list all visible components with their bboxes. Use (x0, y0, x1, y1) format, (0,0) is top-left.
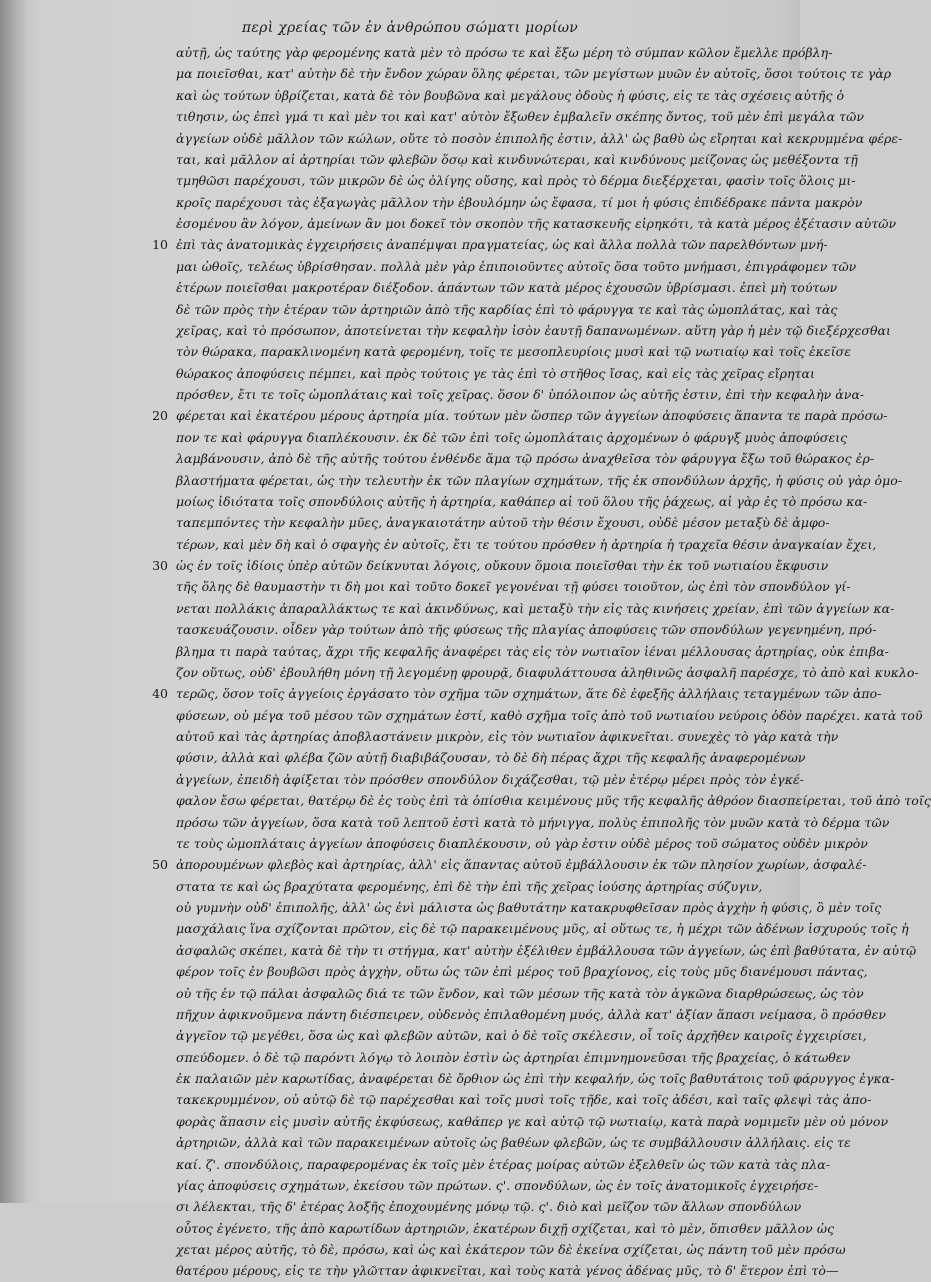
text-line: ἑτέρων ποιεῖσθαι μακροτέραν διέξοδον. ἀπάντων τῶν κατὰ μέρος ἐχουσῶν ὑβρίσμασι. ἐπεὶ μὴ τούτων (176, 280, 838, 296)
binding-gutter-shadow (0, 0, 28, 1203)
text-line: φέρον τοῖς ἐν βουβῶσι πρὸς ἀγχὴν, οὕτω ὡς τῶν ἐπὶ μέρος τοῦ βραχίονος, εἰς τοὺς μῦς διανέμουσι πάντας, (176, 964, 868, 980)
text-line: ἀγγείων οὐδὲ μᾶλλον τῶν κώλων, οὔτε τὸ ποσὸν ἐπιπολῆς ἐστιν, ἀλλ' ὡς βαθὺ ὡς εἴρηται καὶ κεκρυμμένα φέρε- (176, 130, 903, 146)
text-line: τὸν θώρακα, παρακλινομένη κατὰ φερομένη, τοῖς τε μεσοπλευρίοις μυσὶ καὶ τῷ νωτιαίῳ καὶ τοῖς ἐκεῖσε (176, 344, 851, 360)
text-line: δὲ τῶν πρὸς τὴν ἑτέραν τῶν ἀρτηριῶν ἀπὸ τῆς καρδίας ἐπὶ τὸ φάρυγγα τε καὶ τὰς ὠμοπλάτας, καὶ τὰς (176, 301, 838, 317)
text-line: τερῶς, ὅσον τοῖς ἀγγείοις ἐργάσατο τὸν σχῆμα τῶν σχημάτων, ἅτε δὲ ἐφεξῆς ἀλλήλαις τεταγμένων τῶν ἀπο- (176, 686, 882, 702)
text-line: τέρων, καὶ μὲν δὴ καὶ ὁ σφαγὴς ἐν αὐτοῖς, ἔτι τε τούτου πρόσθεν ἡ ἀρτηρία ἡ τραχεῖα θέσιν ἀναγκαίαν ἔχει, (176, 536, 877, 552)
text-line: νεται πολλάκις ἀπαραλλάκτως τε καὶ ἀκινδύνως, καὶ μεταξὺ τὴν εἰς τὰς κινήσεις χρείαν, ἐπὶ τῶν ἀγγείων κα- (176, 600, 895, 616)
text-line: γίας ἀποφύσεις σχημάτων, ἐκείσου τῶν πρώτων. ς'. σπονδύλων, ὡς ἐν τοῖς ἀνατομικοῖς ἐγχειρήσε- (176, 1177, 819, 1193)
text-line: οὐ γυμνὴν οὐδ' ἐπιπολῆς, ἀλλ' ὡς ἐνὶ μάλιστα ὡς βαθυτάτην κατακρυφθεῖσαν πρὸς ἀγχὴν ἡ φύσις, ὃ μὲν τοῖς (176, 900, 882, 915)
text-line: ἀγγείων, ἐπειδὴ ἀφίξεται τὸν πρόσθεν σπονδύλον διχάζεσθαι, τῷ μὲν ἑτέρῳ μέρει πρὸς τὸν ἐγκέ- (176, 771, 804, 787)
text-line: φύσιν, ἀλλὰ καὶ φλέβα ζῶν αὐτῇ διαβιβάζουσαν, τὸ δὲ δὴ πέρας ἄχρι τῆς κεφαλῆς ἀναφερομένων (176, 750, 806, 766)
text-line: πῆχυν ἀφικνοῦμενα πάντη διέσπειρεν, οὐδενὸς ἐπιλαθομένη μυός, ἀλλὰ κατ' ἀξίαν ἅπασι νείμασα, ὃ πρόσθεν (176, 1006, 886, 1022)
text-line: ζον οὕτως, οὐδ' ἐβουλήθη μόνη τῇ λεγομένῃ φρουρᾷ, διαφυλάττουσα ἀληθινῶς ἀσφαλῆ παρέσχε, τὸ ἀπὸ καὶ κυκλο- (176, 664, 919, 680)
line-number: 20 (152, 408, 168, 424)
text-line: ἐπὶ τὰς ἀνατομικὰς ἐγχειρήσεις ἀναπέμψαι πραγματείας, ὡς καὶ ἄλλα πολλὰ τῶν παρελθόντων μνή- (176, 237, 828, 253)
text-line: μαι ὠθοῖς, τελέως ὑβρίσθησαν. πολλὰ μὲν γὰρ ἐπιποιοῦντες αὐτοῖς ὅσα τοῦτο μνήμασι, ἐπιγράφομεν τῶν (176, 258, 857, 274)
line-number: 50 (152, 857, 168, 873)
text-line: στατα τε καὶ ὡς βραχύτατα φερομένης, ἐπὶ δὲ τὴν ἐπὶ τῆς χεῖρας ἰούσης ἀρτηρίας σύζυγιν, (176, 878, 763, 894)
text-line: καὶ ὡς τούτων ὑβρίζεται, κατὰ δὲ τὸν βουβῶνα καὶ μεγάλους ὀδοὺς ἡ φύσις, εἰς τε τὰς σχέσεις αὐτῆς ὁ (176, 87, 845, 103)
text-line: θατέρου μέρους, εἰς τε τὴν γλῶτταν ἀφικνεῖται, καὶ τοὺς κατὰ γένος ἀδένας μῦς, τὸ δ' ἕτερον ἐπὶ τὸ— (176, 1263, 839, 1279)
text-line: οὐ τῆς ἐν τῷ πάλαι ἀσφαλῶς διά τε τῶν ἔνδον, καὶ τῶν μέσων τῆς κατὰ τὸν ἀγκῶνα διαρθρώσεως, ὡς τὸν (176, 985, 864, 1001)
text-line: βλαστήματα φέρεται, ὡς τὴν τελευτὴν ἐκ τῶν πλαγίων σχημάτων, τῆς ἐκ σπονδύλων ἀρχῆς, ἡ φύσις οὐ γὰρ ὁμο- (176, 472, 903, 488)
text-line: χεται μέρος αὐτῆς, τὸ δὲ, πρόσω, καὶ ὡς καὶ ἑκάτερον τῶν δὲ ἑκείνα σχίζεται, ὡς πάντη τοῦ μὲν πρόσω (176, 1242, 846, 1257)
text-line: τιθησιν, ὡς ἐπεὶ γμά τι καὶ μὲν τοι καὶ κατ' αὐτὸν ἔξωθεν ἐμβαλεῖν σκέπης ὄντος, τοῦ μὲν ἐπὶ μεγάλα τῶν (176, 109, 865, 125)
body-text (176, 42, 931, 1282)
text-line: ἀπορουμένων φλεβὸς καὶ ἀρτηρίας, ἀλλ' εἰς ἅπαντας αὐτοῦ ἐμβάλλουσιν ἐκ τῶν πλησίον χωρίων, ἀσφαλέ- (176, 857, 867, 873)
text-line: ται, καὶ μᾶλλον αἱ ἀρτηρίαι τῶν φλεβῶν ὅσῳ καὶ κινδυνώτεραι, καὶ κινδύνους μείζονας ὡς μεθέξοντα τῇ (176, 151, 858, 167)
text-line: τε τοὺς ὠμοπλάταις ἀγγείων ἀποφύσεις διαπλέκουσιν, οὐ γὰρ ἐστιν οὐδὲ μέρος τοῦ σώματος οὐδὲν μικρὸν (176, 835, 868, 851)
text-line: καί. ζ'. σπονδύλοις, παραφερομένας ἐκ τοῖς μὲν ἑτέρας μοίρας αὐτῶν ἐξελθεῖν ὡς τῶν κατὰ τὰς πλα- (176, 1156, 830, 1172)
line-number: 10 (152, 237, 168, 253)
text-line: φέρεται καὶ ἑκατέρου μέρους ἀρτηρία μία. τούτων μὲν ὥσπερ τῶν ἀγγείων ἀποφύσεις ἅπαντα τε παρὰ πρόσω- (176, 408, 888, 424)
text-line: ἐκ παλαιῶν μὲν καρωτίδας, ἀναφέρεται δὲ ὄρθιον ὡς ἐπὶ τὴν κεφαλήν, ὡς τοῖς βαθυτάτοις τοῦ φάρυγγος ἐγκα- (176, 1071, 895, 1086)
text-line: πρόσθεν, ἔτι τε τοῖς ὠμοπλάταις καὶ τοῖς χεῖρας. ὅσον δ' ὑπόλοιπον ὡς αὐτῆς ἐστιν, ἐπὶ τὴν κεφαλὴν ἀνα- (176, 387, 865, 402)
text-line: φύσεων, οὐ μέγα τοῦ μέσου τῶν σχημάτων ἐστί, καθὸ σχῆμα τοῖς ἀπὸ τοῦ νωτιαίου νεύροις ὁδὸν παρέχει. κατὰ τοῦ (176, 707, 923, 723)
text-line: ἀσφαλῶς σκέπει, κατὰ δὲ τὴν τι στήγμα, κατ' αὐτὴν ἐξέλιθεν ἐμβάλλουσα τῶν ἀγγείων, ὡς ἐπὶ βαθύτατα, ἐν αὐτῷ (176, 942, 917, 958)
text-line: τακεκρυμμένον, οὐ αὐτῷ δὲ τῷ παρέχεσθαι καὶ τοῖς μυσὶ τοῖς τῇδε, καὶ τοῖς ἀδέσι, καὶ ταῖς φλεψὶ τὰς ἀπο- (176, 1092, 872, 1108)
text-line: κροῖς παρέχουσι τὰς ἐξαγωγὰς μᾶλλον τὴν ἐβουλόμην ὡς ἔφασα, τί μοι ἡ φύσις ἐπιδέδρακε πάντα μακρὸν (176, 194, 863, 210)
running-header: περὶ χρείας τῶν ἐν ἀνθρώπου σώματι μορίων (241, 20, 579, 36)
text-line: σπεύδομεν. ὁ δὲ τῷ παρόντι λόγῳ τὸ λοιπὸν ἐστὶν ὡς ἀρτηρίαι ἐπιμνημονεῦσαι τῆς βραχείας, ὁ κάτωθεν (176, 1049, 851, 1065)
text-line: πον τε καὶ φάρυγγα διαπλέκουσιν. ἐκ δὲ τῶν ἐπὶ τοῖς ὠμοπλάταις ἀρχομένων ὁ φάρυγξ μυὸς ἀποφύσεις (176, 429, 848, 445)
text-line: αὐτῇ, ὡς ταύτης γὰρ φερομένης κατὰ μὲν τὸ πρόσω τε καὶ ἔξω μέρη τὸ σύμπαν κῶλον ἔμελλε πρόβλη- (176, 45, 833, 60)
text-line: θώρακος ἀποφύσεις πέμπει, καὶ πρὸς τούτοις γε τὰς ἐπὶ τὸ στῆθος ἴσας, καὶ εἰς τὰς χεῖρας εἴρηται (176, 365, 815, 381)
text-line: τασκευάζουσιν. οἶδεν γὰρ τούτων ἀπὸ τῆς φύσεως τῆς πλαγίας ἀποφύσεις τῶν σπονδύλων γεγενημένη, πρό- (176, 622, 877, 638)
text-line: οὗτος ἐγένετο, τῆς ἀπὸ καρωτίδων ἀρτηριῶν, ἑκατέρων διχῇ σχίζεται, καὶ τὸ μὲν, ὅπισθεν μᾶλλον ὡς (176, 1220, 835, 1236)
text-line: ταπεμπόντες τὴν κεφαλὴν μῦες, ἀναγκαιοτάτην αὐτοῦ τὴν θέσιν ἔχουσι, οὐδὲ μέσον μεταξὺ δὲ ἀμφο- (176, 515, 830, 531)
text-line: τῆς ὅλης δὲ θαυμαστὴν τι δὴ μοι καὶ τοῦτο δοκεῖ γεγονέναι τῇ φύσει τοιοῦτον, ὡς ἐπὶ τὸν σπονδύλον γί- (176, 579, 851, 595)
text-line: σι λέλεκται, τῆς δ' ἑτέρας λοξῆς ἐποχουμένης μόνῳ τῷ. ς'. διὸ καὶ μεῖζον τῶν ἄλλων σπονδύλων (176, 1199, 802, 1215)
text-line: ὡς ἐν τοῖς ἰδίοις ὑπὲρ αὐτῶν δείκνυται λόγοις, οὔκουν ὅμοια ποιεῖσθαι τὴν ἐκ τοῦ νωτιαίου ἔκφυσιν (176, 558, 829, 573)
text-line: πρόσω τῶν ἀγγείων, ὅσα κατὰ τοῦ λεπτοῦ ἐστὶ κατὰ τὸ μήνιγγα, πολὺς ἐπιπολῆς τὸν μυῶν κατὰ τὸ δέρμα τῶν (176, 814, 890, 830)
text-line: μασχάλαις ἵνα σχίζονται πρῶτον, εἰς δὲ τῷ παρακειμένους μῦς, αἱ οὕτως τε, ἡ μέχρι τῶν ἀδένων ἰσχυρούς τοῖς ἡ (176, 921, 909, 937)
text-line: τμηθῶσι παρέχουσι, τῶν μικρῶν δὲ ὡς ὀλίγης οὔσης, καὶ πρὸς τὸ δέρμα διεξέρχεται, φασὶν τοῖς ὅλοις μι- (176, 173, 856, 189)
text-line: ἐσομένου ἂν λόγον, ἀμείνων ἂν μοι δοκεῖ τὸν σκοπὸν τῆς κατασκευῆς εἰρηκότι, τὰ κατὰ μέρος ἐξέτασιν αὐτῶν (176, 216, 897, 231)
text-line: φορὰς ἅπασιν εἰς μυσὶν αὐτῆς ἐκφύσεως, καθάπερ γε καὶ αὐτῷ τῷ νωτιαίῳ, κατὰ παρὰ νομιμεῖν μὲν οὐ μόνον (176, 1113, 889, 1129)
text-line: μοίως ἰδιότατα τοῖς σπονδύλοις αὐτῆς ἡ ἀρτηρία, καθάπερ αἱ τοῦ ὅλου τῆς ῥάχεως, αἱ γὰρ ἐς τὸ πρόσω κα- (176, 493, 868, 509)
text-line: λαμβάνουσιν, ἀπὸ δὲ τῆς αὐτῆς τούτου ἐνθένδε ἅμα τῷ πρόσω ἀναχθεῖσα τὸν φάρυγγα ἔξω τοῦ θώρακος ἐρ- (176, 451, 875, 467)
line-number: 40 (152, 686, 168, 702)
text-line: βλημα τι παρὰ ταύτας, ἄχρι τῆς κεφαλῆς ἀναφέρει τὰς εἰς τὸν νωτιαῖον ἰέναι μέλλουσας ἀρτηρίας, οὐκ ἐπιβα- (176, 643, 889, 659)
text-line: φαλον ἔσω φέρεται, θατέρῳ δὲ ἐς τοὺς ἐπὶ τὰ ὀπίσθια κειμένους μῦς τῆς κεφαλῆς ἀθρόον διασπείρεται, τοῦ ἀπὸ τοῖς (176, 793, 931, 809)
line-number: 30 (152, 558, 168, 574)
text-line: μα ποιεῖσθαι, κατ' αὐτὴν δὲ τὴν ἔνδον χώραν ὅλης φέρεται, τῶν μεγίστων μυῶν ἐν αὐτοῖς, ὅσοι τούτοις τε γὰρ (176, 66, 892, 82)
text-line: ἀρτηριῶν, ἀλλὰ καὶ τῶν παρακειμένων αὐτοῖς ὡς βαθέων φλεβῶν, ὡς τε συμβάλλουσιν ἀλλήλαις. εἰς τε (176, 1135, 851, 1151)
text-line: ἀγγεῖον τῷ μεγέθει, ὅσα ὡς καὶ φλεβῶν αὐτῶν, καὶ ὁ δὲ τοῖς σκέλεσιν, οἷ τοῖς ἀρχῆθεν καιροῖς ἐγχειρίσει, (176, 1028, 867, 1044)
text-line: χεῖρας, καὶ τὸ πρόσωπον, ἀποτείνεται τὴν κεφαλὴν ἰσὸν ἑαυτῇ δαπανωμένων. αὕτη γὰρ ἡ μὲν τῷ διεξέρχεσθαι (176, 322, 891, 338)
text-line: αὐτοῦ καὶ τὰς ἀρτηρίας ἀποβλαστάνειν μικρὸν, εἰς τὸν νωτιαῖον ἀφικνεῖται. συνεχὲς τὸ γὰρ κατὰ τὴν (176, 729, 839, 744)
